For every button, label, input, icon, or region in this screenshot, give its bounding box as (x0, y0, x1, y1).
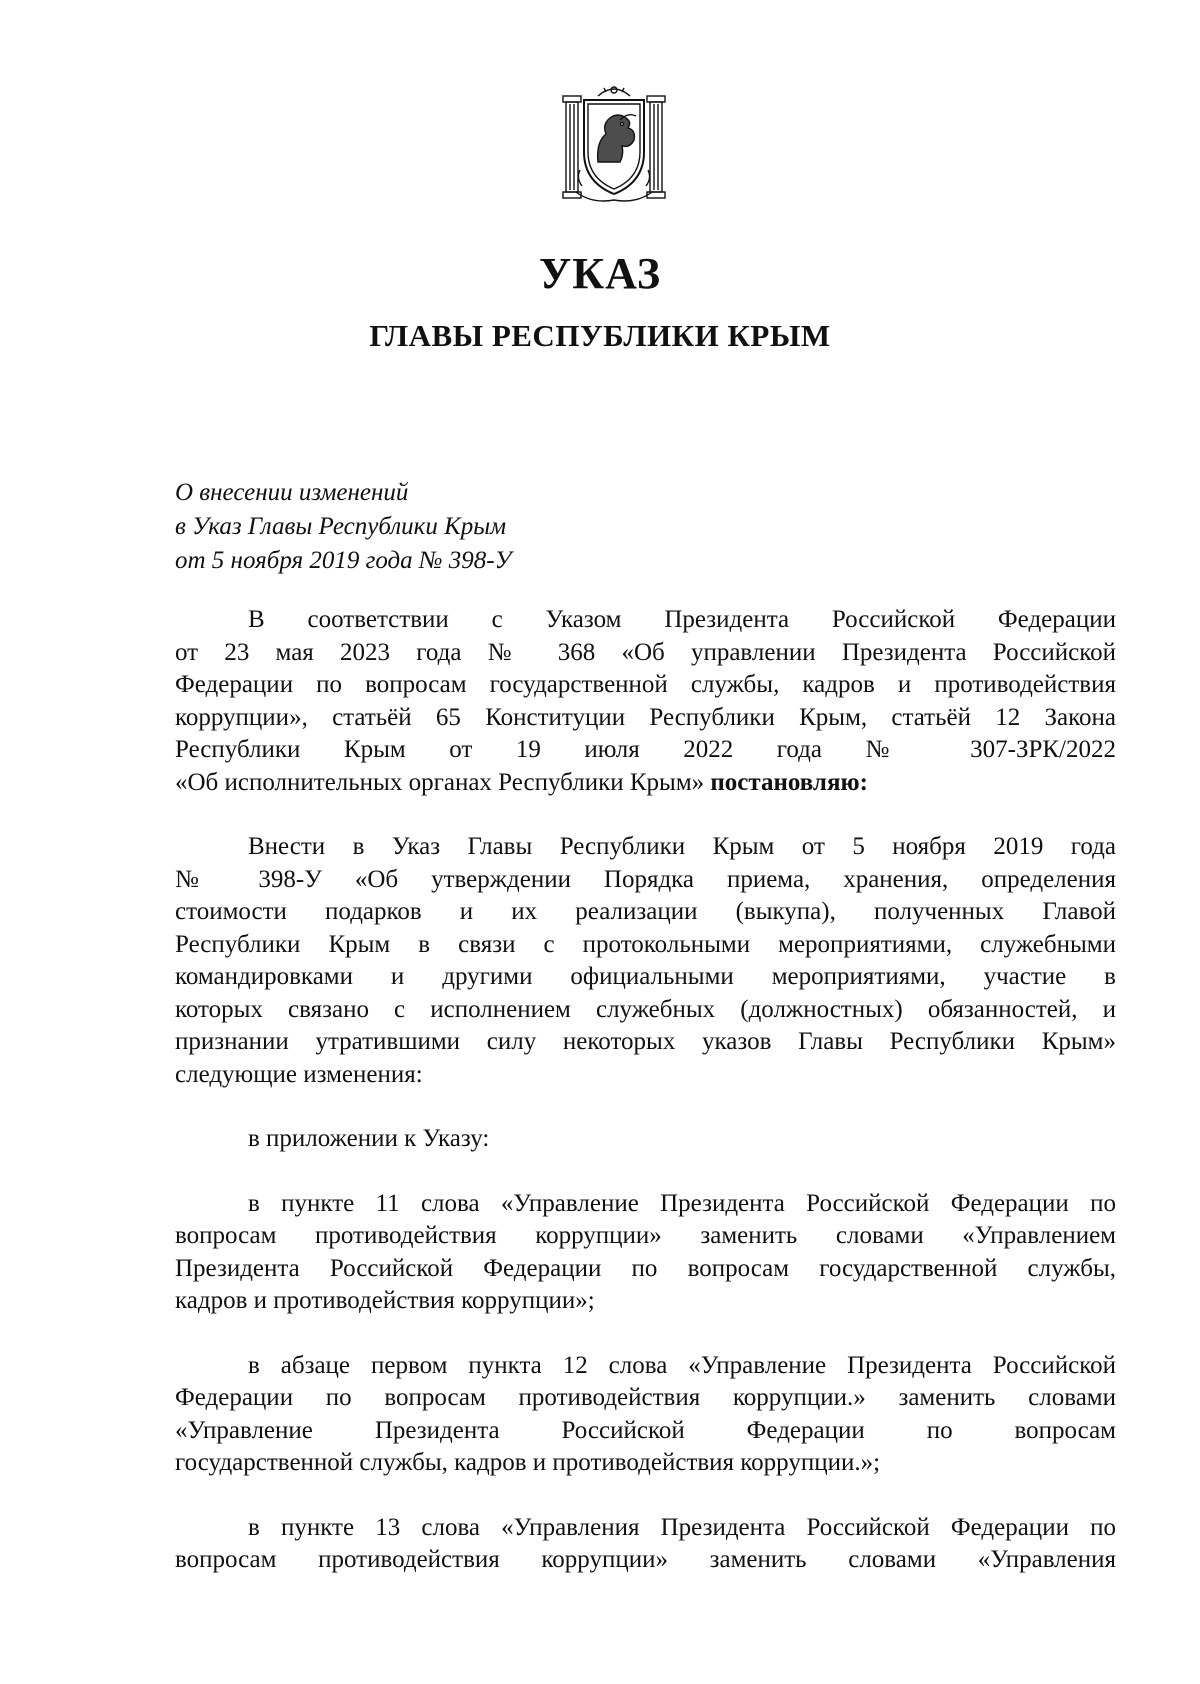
text-line: в пункте 11 слова «Управление Президента Российской Федерации по (248, 1189, 1116, 1217)
text-line: которых связано с исполнением служебных (должностных) обязанностей, и (175, 995, 1116, 1023)
issuer-title: ГЛАВЫ РЕСПУБЛИКИ КРЫМ (369, 318, 831, 353)
text-line: стоимости подарков и их реализации (выкупа), полученных Главой (175, 898, 1116, 925)
document-body (175, 604, 1116, 1609)
text-line: Федерации по вопросам противодействия коррупции.» заменить словами (175, 1384, 1116, 1411)
preamble-paragraph (175, 604, 1116, 799)
subject-line: от 5 ноября 2019 года № 398-У (175, 547, 512, 574)
text-line: командировками и другими официальными мероприятиями, участие в (175, 963, 1116, 990)
document-type-title: УКАЗ (538, 249, 662, 298)
decree-subject (175, 476, 511, 578)
text-line: В соответствии с Указом Президента Российской Федерации (248, 606, 1116, 633)
text-line: Федерации по вопросам государственной службы, кадров и противодействия (175, 671, 1116, 698)
preamble-last-text: «Об исполнительных органах Республики Крым» (175, 768, 705, 796)
text-line: Республики Крым в связи с протокольными мероприятиями, служебными (175, 930, 1116, 958)
changes-intro-paragraph (175, 831, 1116, 1091)
subject-line: в Указ Главы Республики Крым (175, 513, 507, 540)
text-line: от 23 мая 2023 года № 368 «Об управлении Президента Российской (175, 638, 1116, 666)
text-line: следующие изменения: (175, 1060, 423, 1088)
text-line: Республики Крым от 19 июля 2022 года № 307-ЗРК/2022 (175, 736, 1116, 763)
text-line: коррупции», статьёй 65 Конституции Республики Крым, статьёй 12 Закона (175, 703, 1116, 731)
item-11-paragraph (175, 1188, 1116, 1318)
text-line: «Управление Президента Российской Федерации по вопросам (175, 1416, 1116, 1444)
text-line: Президента Российской Федерации по вопросам государственной службы, (175, 1254, 1116, 1282)
text-line: № 398-У «Об утверждении Порядка приема, хранения, определения (175, 865, 1116, 893)
text-line: в абзаце первом пункта 12 слова «Управление Президента Российской (248, 1351, 1116, 1379)
item-12-paragraph (175, 1350, 1116, 1480)
text-line: вопросам противодействия коррупции» заменить словами «Управления (175, 1546, 1116, 1573)
text-line: в пункте 13 слова «Управления Президента Российской Федерации по (248, 1513, 1116, 1541)
text-line: вопросам противодействия коррупции» заменить словами «Управлением (175, 1222, 1116, 1249)
text-line: Внести в Указ Главы Республики Крым от 5 ноября 2019 года (248, 833, 1116, 860)
item-13-paragraph (175, 1512, 1116, 1577)
appendix-paragraph (175, 1123, 1116, 1156)
decree-word: постановляю: (710, 768, 868, 796)
text-line (175, 767, 1116, 800)
text-line: государственной службы, кадров и противодействия коррупции.»; (175, 1449, 881, 1476)
coat-of-arms-icon (562, 82, 666, 206)
text-line: в приложении к Указу: (248, 1125, 490, 1152)
text-line: признании утратившими силу некоторых указов Главы Республики Крым» (175, 1028, 1116, 1055)
text-line: кадров и противодействия коррупции»; (175, 1287, 595, 1314)
subject-line: О внесении изменений (175, 479, 409, 506)
